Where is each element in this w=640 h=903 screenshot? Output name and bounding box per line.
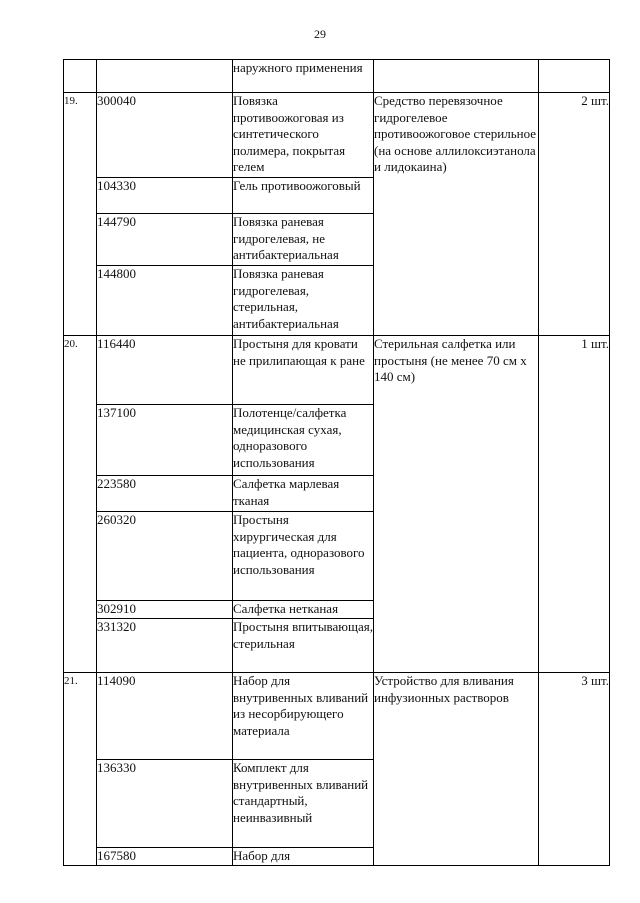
num-cell [64, 60, 97, 93]
code-cell [97, 60, 233, 93]
item-name: Простыня впитывающая, стерильная [233, 619, 374, 673]
group-description: Устройство для вливания инфузионных растворов [374, 673, 539, 866]
item-name: Полотенце/салфетка медицинская сухая, одноразового использования [233, 405, 374, 476]
item-name: Гель противоожоговый [233, 178, 374, 214]
item-name: Салфетка нетканая [233, 601, 374, 619]
description-cell [374, 60, 539, 93]
item-code: 116440 [97, 336, 233, 405]
table-row [64, 93, 610, 178]
item-code: 302910 [97, 601, 233, 619]
name-cell: наружного применения [233, 60, 374, 93]
item-code: 137100 [97, 405, 233, 476]
table-row [64, 336, 610, 405]
group-description: Средство перевязочное гидрогелевое противоожоговое стерильное (на основе аллилоксиэтанола и лидокаина) [374, 93, 539, 336]
group-quantity: 1 шт. [539, 336, 610, 673]
item-code: 260320 [97, 512, 233, 601]
item-name: Простыня для кровати не прилипающая к ране [233, 336, 374, 405]
item-code: 144800 [97, 266, 233, 336]
item-name: Набор для [233, 848, 374, 866]
page-number: 29 [314, 27, 326, 41]
item-name: Комплект для внутривенных вливаний стандартный, неинвазивный [233, 760, 374, 848]
item-code: 300040 [97, 93, 233, 178]
products-table [63, 59, 610, 866]
item-code: 114090 [97, 673, 233, 760]
item-name: Повязка противоожоговая из синтетического полимера, покрытая гелем [233, 93, 374, 178]
item-name: Повязка раневая гидрогелевая, не антибактериальная [233, 214, 374, 266]
group-number: 19. [64, 93, 97, 336]
item-name: Набор для внутривенных вливаний из несорбирующего материала [233, 673, 374, 760]
item-code: 104330 [97, 178, 233, 214]
item-code: 167580 [97, 848, 233, 866]
group-number: 20. [64, 336, 97, 673]
group-quantity: 2 шт. [539, 93, 610, 336]
item-code: 223580 [97, 476, 233, 512]
group-number: 21. [64, 673, 97, 866]
item-code: 331320 [97, 619, 233, 673]
item-name: Салфетка марлевая тканая [233, 476, 374, 512]
item-name: Повязка раневая гидрогелевая, стерильная, антибактериальная [233, 266, 374, 336]
item-code: 144790 [97, 214, 233, 266]
item-code: 136330 [97, 760, 233, 848]
group-quantity: 3 шт. [539, 673, 610, 866]
item-name: Простыня хирургическая для пациента, одноразового использования [233, 512, 374, 601]
group-description: Стерильная салфетка или простыня (не менее 70 см х 140 см) [374, 336, 539, 673]
table-row [64, 673, 610, 760]
quantity-cell [539, 60, 610, 93]
continuation-row [64, 60, 610, 93]
